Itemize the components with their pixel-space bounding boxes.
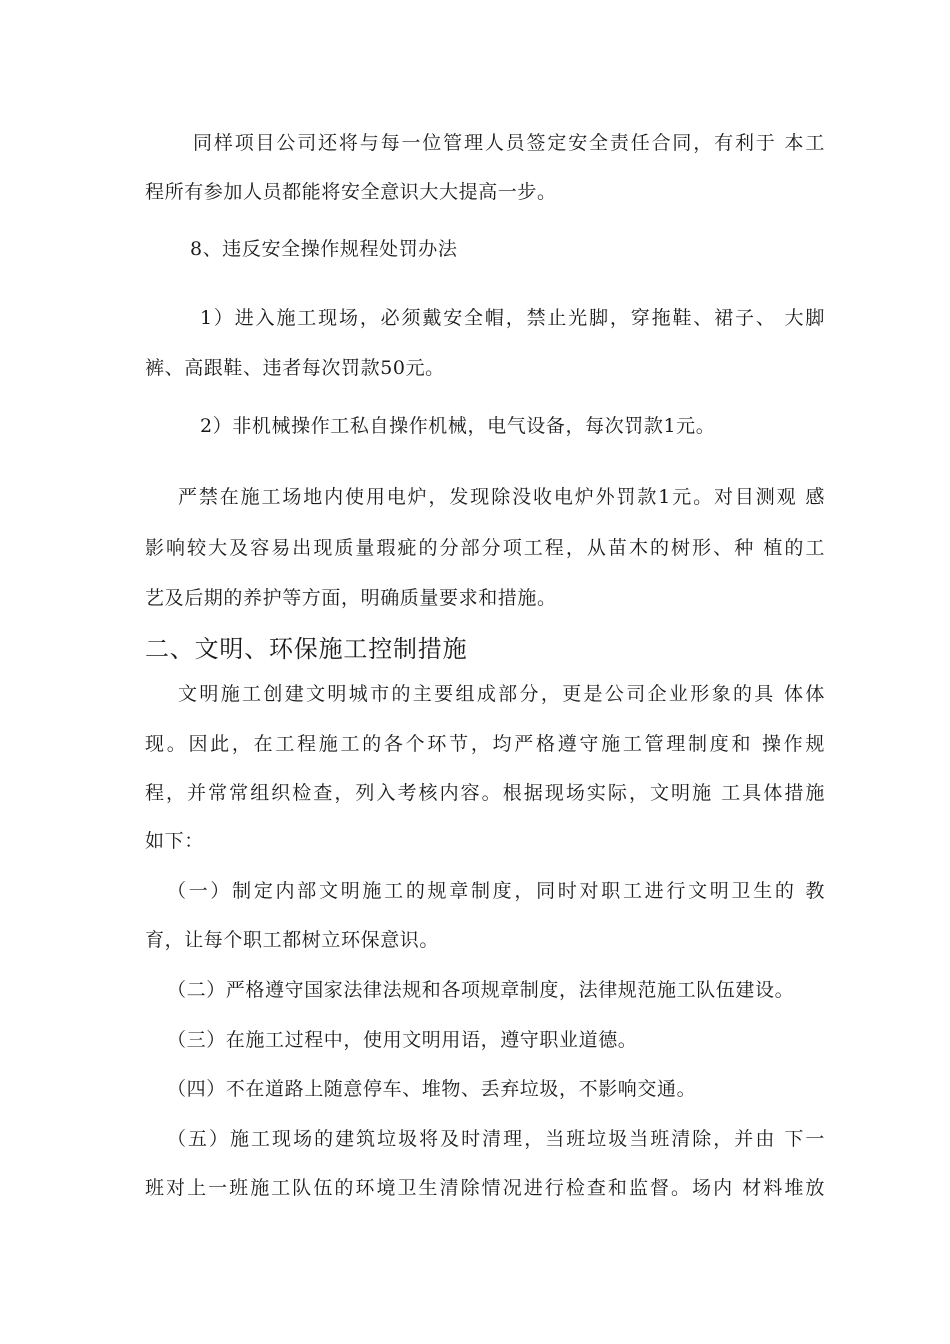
paragraph-line: 裤、高跟鞋、违者每次罚款50元。 (145, 357, 445, 379)
list-item-line: （三）在施工过程中，使用文明用语，遵守职业道德。 (167, 1029, 638, 1051)
paragraph-line: 文明施工创建文明城市的主要组成部分，更是公司企业形象的具 体体 (178, 683, 825, 705)
list-item-line: （二）严格遵守国家法律法规和各项规章制度，法律规范施工队伍建设。 (167, 979, 795, 1001)
paragraph-line: 同样项目公司还将与每一位管理人员签定安全责任合同，有利于 本工 (193, 132, 825, 154)
list-item-line: （四）不在道路上随意停车、堆物、丢弃垃圾，不影响交通。 (167, 1078, 697, 1100)
paragraph-line: 现。因此，在工程施工的各个环节，均严格遵守施工管理制度和 操作规 (145, 733, 825, 755)
paragraph-line: 1）进入施工现场，必须戴安全帽，禁止光脚，穿拖鞋、裙子、 大脚 (200, 307, 825, 329)
list-item-line: 育，让每个职工都树立环保意识。 (145, 929, 440, 951)
paragraph-line: 严禁在施工场地内使用电炉，发现除没收电炉外罚款1元。对目测观 感 (178, 486, 825, 508)
paragraph-line: 影响较大及容易出现质量瑕疵的分部分项工程，从苗木的树形、种 植的工 (145, 537, 825, 559)
section-subheading: 8、违反安全操作规程处罚办法 (190, 238, 458, 260)
list-item-line: （五）施工现场的建筑垃圾将及时清理，当班垃圾当班清除，并由 下一 (167, 1128, 825, 1150)
paragraph-line: 程所有参加人员都能将安全意识大大提高一步。 (145, 181, 557, 203)
paragraph-line: 艺及后期的养护等方面，明确质量要求和措施。 (145, 587, 557, 609)
paragraph-line: 程，并常常组织检查，列入考核内容。根据现场实际，文明施 工具体措施 (145, 782, 825, 804)
list-item-line: 班对上一班施工队伍的环境卫生清除情况进行检查和监督。场内 材料堆放 (145, 1177, 825, 1199)
section-heading: 二、文明、环保施工控制措施 (145, 635, 468, 663)
list-item-line: （一）制定内部文明施工的规章制度，同时对职工进行文明卫生的 教 (167, 880, 825, 902)
paragraph-line: 如下： (145, 830, 204, 852)
paragraph-line: 2）非机械操作工私自操作机械，电气设备，每次罚款1元。 (200, 415, 716, 437)
